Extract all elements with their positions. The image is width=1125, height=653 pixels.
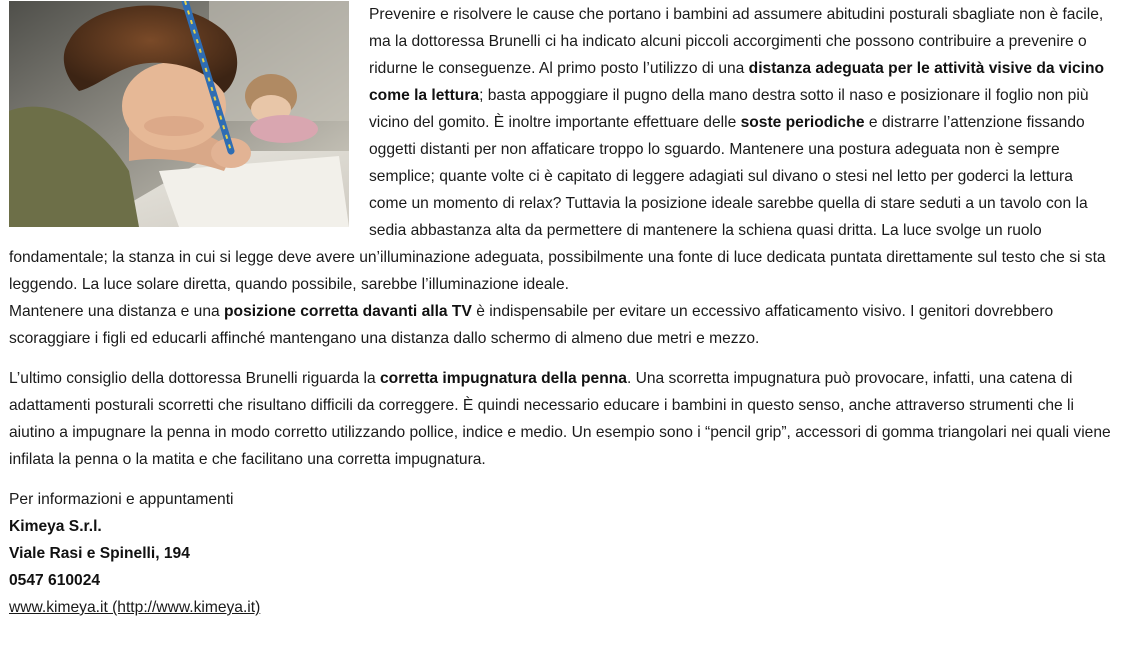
paragraph-tv (9, 298, 1113, 352)
paragraph-text: Prevenire e risolvere le cause che portano i bambini ad assumere abitudini posturali sbagliate non è facile, ma la dottoressa Brunelli ci ha indicato alcuni piccoli accorgimenti che possono contribuire a prevenire o ridurne le conseguenze. Al primo posto l’utilizzo di una (369, 6, 1104, 77)
contact-address: Viale Rasi e Spinelli, 194 (9, 545, 190, 562)
contact-phone: 0547 610024 (9, 572, 101, 589)
highlight-pen-grip: corretta impugnatura della penna (380, 370, 627, 387)
paragraph-text: è indispensabile per evitare un eccessivo affaticamento visivo. I genitori dovrebbero scoraggiare i figli ed educarli affinché mantengano una distanza dallo schermo di almeno due metri e mezzo. (9, 303, 1054, 347)
paragraph-text: ; basta appoggiare il pugno della mano destra sotto il naso e posizionare il foglio non più vicino del gomito. È inoltre importante effettuare delle (369, 87, 1089, 131)
contact-block (9, 486, 1113, 621)
contact-intro: Per informazioni e appuntamenti (9, 491, 234, 508)
contact-company: Kimeya S.r.l. (9, 518, 102, 535)
paragraph-pen-grip (9, 365, 1113, 473)
article (0, 1, 1125, 621)
paragraph-text: e distrarre l’attenzione fissando oggetti distanti per non affaticare troppo lo sguardo. Mantenere una postura adeguata non è sempre semplice; quante volte ci è capitato di leggere adagiati sul divano o stesi nel letto per goderci la lettura come un momento di relax? Tuttavia la posizione ideale sarebbe quella di stare seduti a un tavolo con la sedia abbastanza alta da permettere di mantenere la schiena quasi dritta. La luce svolge un ruolo fondamentale; la stanza in cui si legge deve avere un’illuminazione adeguata, possibilmente una fonte di luce dedicata puntata direttamente sul testo che si sta leggendo. La luce solare diretta, quando possibile, sarebbe l’illuminazione ideale. (9, 114, 1106, 293)
paragraph-text: Mantenere una distanza e una (9, 303, 225, 320)
paragraph-text: . Una scorretta impugnatura può provocare, infatti, una catena di adattamenti posturali scorretti che risultano difficili da correggere. È quindi necessario educare i bambini in questo senso, anche attraverso strumenti che li aiutino a impugnare la penna in modo corretto utilizzando pollice, indice e medio. Un esempio sono i “pencil grip”, accessori di gomma triangolari nei quali viene infilata la penna o la matita e che facilitano una corretta impugnatura. (9, 370, 1111, 468)
highlight-periodic-breaks: soste periodiche (740, 114, 865, 131)
website-link[interactable]: www.kimeya.it (http://www.kimeya.it) (9, 599, 261, 616)
paragraph-text: L’ultimo consiglio della dottoressa Brunelli riguarda la (9, 370, 380, 387)
article-image (9, 1, 349, 227)
highlight-reading-distance: distanza adeguata per le attività visive da vicino come la lettura (369, 60, 1104, 104)
highlight-tv-position: posizione corretta davanti alla TV (224, 303, 472, 320)
